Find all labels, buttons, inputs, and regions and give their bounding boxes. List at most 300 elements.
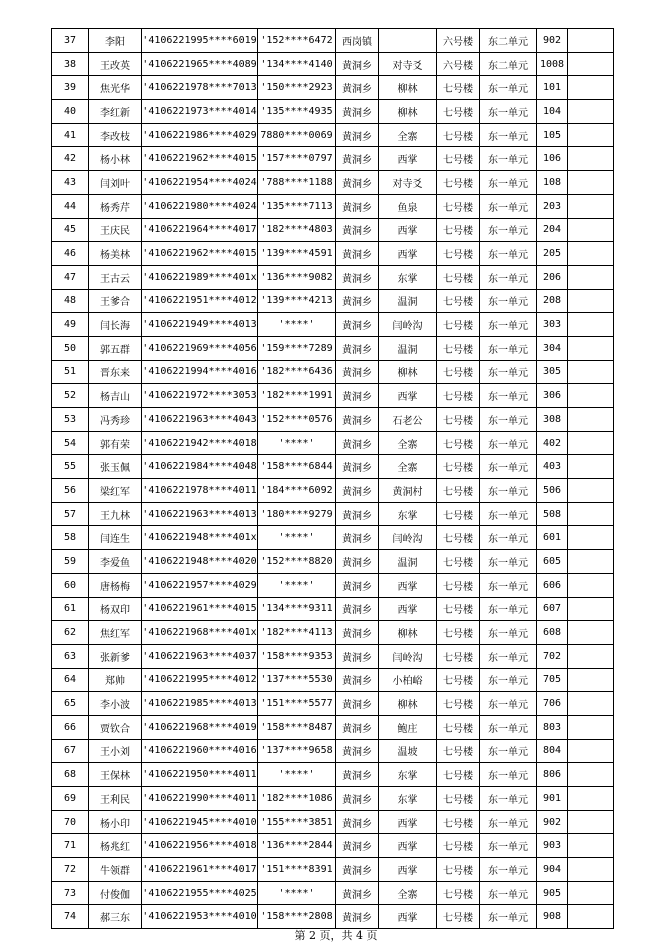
township-cell: 黄洞乡 xyxy=(336,171,379,195)
room-number-cell: 304 xyxy=(537,336,568,360)
room-number-cell: 902 xyxy=(537,810,568,834)
room-number-cell: 106 xyxy=(537,147,568,171)
resident-name-cell: 杨美林 xyxy=(89,242,142,266)
resident-name-cell: 唐杨梅 xyxy=(89,573,142,597)
id-number-cell: '4106221961****4017 xyxy=(142,858,258,882)
note-cell xyxy=(568,905,614,929)
building-cell: 七号楼 xyxy=(437,526,480,550)
resident-name-cell: 闫刘叶 xyxy=(89,171,142,195)
id-number-cell: '4106221961****4015 xyxy=(142,597,258,621)
township-cell: 黄洞乡 xyxy=(336,147,379,171)
id-number-cell: '4106221973****4014 xyxy=(142,100,258,124)
row-number-cell: 39 xyxy=(52,76,89,100)
resident-name-cell: 王爹合 xyxy=(89,289,142,313)
room-number-cell: 606 xyxy=(537,573,568,597)
village-cell: 西掌 xyxy=(379,810,437,834)
unit-cell: 东一单元 xyxy=(480,408,537,432)
room-number-cell: 702 xyxy=(537,644,568,668)
row-number-cell: 42 xyxy=(52,147,89,171)
note-cell xyxy=(568,787,614,811)
phone-number-cell: '139****4591 xyxy=(258,242,336,266)
id-number-cell: '4106221945****4010 xyxy=(142,810,258,834)
row-number-cell: 62 xyxy=(52,621,89,645)
row-number-cell: 64 xyxy=(52,668,89,692)
village-cell: 石老公 xyxy=(379,408,437,432)
table-row xyxy=(52,905,614,929)
phone-number-cell: '158****2808 xyxy=(258,905,336,929)
building-cell: 六号楼 xyxy=(437,29,480,53)
resident-name-cell: 郭有荣 xyxy=(89,431,142,455)
unit-cell: 东一单元 xyxy=(480,455,537,479)
note-cell xyxy=(568,242,614,266)
township-cell: 黄洞乡 xyxy=(336,242,379,266)
table-row xyxy=(52,123,614,147)
resident-name-cell: 杨吉山 xyxy=(89,384,142,408)
unit-cell: 东一单元 xyxy=(480,715,537,739)
phone-number-cell: '157****0797 xyxy=(258,147,336,171)
row-number-cell: 58 xyxy=(52,526,89,550)
row-number-cell: 70 xyxy=(52,810,89,834)
building-cell: 七号楼 xyxy=(437,218,480,242)
village-cell: 小柏峪 xyxy=(379,668,437,692)
room-number-cell: 208 xyxy=(537,289,568,313)
village-cell: 西掌 xyxy=(379,573,437,597)
note-cell xyxy=(568,858,614,882)
room-number-cell: 601 xyxy=(537,526,568,550)
unit-cell: 东一单元 xyxy=(480,810,537,834)
building-cell: 七号楼 xyxy=(437,265,480,289)
unit-cell: 东一单元 xyxy=(480,123,537,147)
unit-cell: 东一单元 xyxy=(480,431,537,455)
table-row xyxy=(52,384,614,408)
table-row xyxy=(52,194,614,218)
unit-cell: 东一单元 xyxy=(480,858,537,882)
room-number-cell: 905 xyxy=(537,881,568,905)
table-row xyxy=(52,336,614,360)
table-row xyxy=(52,408,614,432)
village-cell: 东掌 xyxy=(379,502,437,526)
village-cell: 闫岭沟 xyxy=(379,313,437,337)
room-number-cell: 104 xyxy=(537,100,568,124)
phone-number-cell: '152****6472 xyxy=(258,29,336,53)
resident-name-cell: 冯秀珍 xyxy=(89,408,142,432)
unit-cell: 东一单元 xyxy=(480,313,537,337)
table-row xyxy=(52,29,614,53)
unit-cell: 东一单元 xyxy=(480,502,537,526)
village-cell: 西掌 xyxy=(379,597,437,621)
unit-cell: 东一单元 xyxy=(480,834,537,858)
village-cell: 柳林 xyxy=(379,621,437,645)
table-row xyxy=(52,431,614,455)
township-cell: 黄洞乡 xyxy=(336,313,379,337)
unit-cell: 东一单元 xyxy=(480,242,537,266)
note-cell xyxy=(568,526,614,550)
unit-cell: 东一单元 xyxy=(480,550,537,574)
row-number-cell: 53 xyxy=(52,408,89,432)
phone-number-cell: '135****7113 xyxy=(258,194,336,218)
phone-number-cell: '150****2923 xyxy=(258,76,336,100)
row-number-cell: 55 xyxy=(52,455,89,479)
row-number-cell: 44 xyxy=(52,194,89,218)
phone-number-cell: '139****4213 xyxy=(258,289,336,313)
note-cell xyxy=(568,289,614,313)
room-number-cell: 403 xyxy=(537,455,568,479)
building-cell: 七号楼 xyxy=(437,171,480,195)
phone-number-cell: '****' xyxy=(258,881,336,905)
unit-cell: 东一单元 xyxy=(480,763,537,787)
township-cell: 黄洞乡 xyxy=(336,194,379,218)
room-number-cell: 303 xyxy=(537,313,568,337)
resident-name-cell: 王九林 xyxy=(89,502,142,526)
resident-name-cell: 杨兆红 xyxy=(89,834,142,858)
unit-cell: 东一单元 xyxy=(480,692,537,716)
resident-name-cell: 梁红军 xyxy=(89,479,142,503)
building-cell: 七号楼 xyxy=(437,313,480,337)
resident-name-cell: 杨小林 xyxy=(89,147,142,171)
phone-number-cell: '151****8391 xyxy=(258,858,336,882)
resident-name-cell: 杨秀芹 xyxy=(89,194,142,218)
table-row xyxy=(52,479,614,503)
township-cell: 黄洞乡 xyxy=(336,336,379,360)
building-cell: 七号楼 xyxy=(437,502,480,526)
township-cell: 黄洞乡 xyxy=(336,76,379,100)
building-cell: 七号楼 xyxy=(437,644,480,668)
row-number-cell: 65 xyxy=(52,692,89,716)
building-cell: 七号楼 xyxy=(437,408,480,432)
resident-name-cell: 杨双印 xyxy=(89,597,142,621)
phone-number-cell: '****' xyxy=(258,526,336,550)
township-cell: 黄洞乡 xyxy=(336,715,379,739)
phone-number-cell: '155****3851 xyxy=(258,810,336,834)
township-cell: 黄洞乡 xyxy=(336,384,379,408)
village-cell: 温洞 xyxy=(379,550,437,574)
phone-number-cell: '158****9353 xyxy=(258,644,336,668)
township-cell: 黄洞乡 xyxy=(336,526,379,550)
village-cell: 东掌 xyxy=(379,763,437,787)
table-row xyxy=(52,881,614,905)
room-number-cell: 903 xyxy=(537,834,568,858)
resident-roster-table xyxy=(51,28,614,929)
room-number-cell: 705 xyxy=(537,668,568,692)
row-number-cell: 66 xyxy=(52,715,89,739)
row-number-cell: 69 xyxy=(52,787,89,811)
table-row xyxy=(52,76,614,100)
building-cell: 七号楼 xyxy=(437,100,480,124)
phone-number-cell: '136****9082 xyxy=(258,265,336,289)
room-number-cell: 108 xyxy=(537,171,568,195)
unit-cell: 东一单元 xyxy=(480,479,537,503)
village-cell: 全寨 xyxy=(379,881,437,905)
table-row xyxy=(52,597,614,621)
id-number-cell: '4106221985****4013 xyxy=(142,692,258,716)
building-cell: 七号楼 xyxy=(437,147,480,171)
note-cell xyxy=(568,218,614,242)
phone-number-cell: '182****1991 xyxy=(258,384,336,408)
unit-cell: 东一单元 xyxy=(480,597,537,621)
note-cell xyxy=(568,360,614,384)
unit-cell: 东一单元 xyxy=(480,100,537,124)
row-number-cell: 74 xyxy=(52,905,89,929)
resident-name-cell: 晋东来 xyxy=(89,360,142,384)
unit-cell: 东一单元 xyxy=(480,171,537,195)
village-cell: 闫岭沟 xyxy=(379,526,437,550)
township-cell: 黄洞乡 xyxy=(336,834,379,858)
table-row xyxy=(52,265,614,289)
village-cell: 温洞 xyxy=(379,289,437,313)
row-number-cell: 41 xyxy=(52,123,89,147)
table-row xyxy=(52,858,614,882)
township-cell: 黄洞乡 xyxy=(336,881,379,905)
unit-cell: 东二单元 xyxy=(480,29,537,53)
table-row xyxy=(52,644,614,668)
id-number-cell: '4106221972****3053 xyxy=(142,384,258,408)
resident-name-cell: 杨小印 xyxy=(89,810,142,834)
id-number-cell: '4106221963****4043 xyxy=(142,408,258,432)
township-cell: 黄洞乡 xyxy=(336,100,379,124)
phone-number-cell: '158****8487 xyxy=(258,715,336,739)
township-cell: 黄洞乡 xyxy=(336,573,379,597)
resident-name-cell: 李红新 xyxy=(89,100,142,124)
table-row xyxy=(52,715,614,739)
phone-number-cell: '152****0576 xyxy=(258,408,336,432)
table-row xyxy=(52,526,614,550)
resident-name-cell: 郑帅 xyxy=(89,668,142,692)
room-number-cell: 205 xyxy=(537,242,568,266)
id-number-cell: '4106221964****4017 xyxy=(142,218,258,242)
unit-cell: 东一单元 xyxy=(480,384,537,408)
id-number-cell: '4106221980****4024 xyxy=(142,194,258,218)
unit-cell: 东一单元 xyxy=(480,573,537,597)
building-cell: 七号楼 xyxy=(437,597,480,621)
table-row xyxy=(52,218,614,242)
phone-number-cell: '134****4140 xyxy=(258,52,336,76)
note-cell xyxy=(568,336,614,360)
building-cell: 七号楼 xyxy=(437,550,480,574)
note-cell xyxy=(568,881,614,905)
township-cell: 黄洞乡 xyxy=(336,763,379,787)
village-cell: 西掌 xyxy=(379,218,437,242)
resident-name-cell: 王小刘 xyxy=(89,739,142,763)
table-row xyxy=(52,289,614,313)
township-cell: 黄洞乡 xyxy=(336,502,379,526)
note-cell xyxy=(568,408,614,432)
table-body xyxy=(52,29,614,929)
row-number-cell: 59 xyxy=(52,550,89,574)
phone-number-cell: '182****6436 xyxy=(258,360,336,384)
unit-cell: 东一单元 xyxy=(480,76,537,100)
row-number-cell: 72 xyxy=(52,858,89,882)
phone-number-cell: '180****9279 xyxy=(258,502,336,526)
room-number-cell: 308 xyxy=(537,408,568,432)
note-cell xyxy=(568,123,614,147)
village-cell: 闫岭沟 xyxy=(379,644,437,668)
row-number-cell: 47 xyxy=(52,265,89,289)
note-cell xyxy=(568,668,614,692)
unit-cell: 东一单元 xyxy=(480,526,537,550)
phone-number-cell: '158****6844 xyxy=(258,455,336,479)
building-cell: 七号楼 xyxy=(437,455,480,479)
village-cell: 柳林 xyxy=(379,692,437,716)
township-cell: 黄洞乡 xyxy=(336,52,379,76)
township-cell: 黄洞乡 xyxy=(336,408,379,432)
room-number-cell: 1008 xyxy=(537,52,568,76)
room-number-cell: 902 xyxy=(537,29,568,53)
resident-name-cell: 李小波 xyxy=(89,692,142,716)
id-number-cell: '4106221955****4025 xyxy=(142,881,258,905)
phone-number-cell: '182****1086 xyxy=(258,787,336,811)
row-number-cell: 45 xyxy=(52,218,89,242)
village-cell: 黄洞村 xyxy=(379,479,437,503)
resident-name-cell: 焦红军 xyxy=(89,621,142,645)
row-number-cell: 54 xyxy=(52,431,89,455)
table-row xyxy=(52,692,614,716)
building-cell: 七号楼 xyxy=(437,692,480,716)
phone-number-cell: '182****4803 xyxy=(258,218,336,242)
room-number-cell: 206 xyxy=(537,265,568,289)
room-number-cell: 908 xyxy=(537,905,568,929)
row-number-cell: 67 xyxy=(52,739,89,763)
row-number-cell: 37 xyxy=(52,29,89,53)
row-number-cell: 49 xyxy=(52,313,89,337)
phone-number-cell: '134****9311 xyxy=(258,597,336,621)
township-cell: 黄洞乡 xyxy=(336,739,379,763)
township-cell: 黄洞乡 xyxy=(336,597,379,621)
table-row xyxy=(52,171,614,195)
note-cell xyxy=(568,265,614,289)
note-cell xyxy=(568,810,614,834)
township-cell: 黄洞乡 xyxy=(336,431,379,455)
village-cell: 柳林 xyxy=(379,360,437,384)
table-row xyxy=(52,668,614,692)
unit-cell: 东一单元 xyxy=(480,881,537,905)
room-number-cell: 706 xyxy=(537,692,568,716)
unit-cell: 东一单元 xyxy=(480,905,537,929)
note-cell xyxy=(568,763,614,787)
page-footer: 第 2 页，共 4 页 xyxy=(294,929,378,942)
id-number-cell: '4106221995****6019 xyxy=(142,29,258,53)
village-cell: 鲍庄 xyxy=(379,715,437,739)
id-number-cell: '4106221951****4012 xyxy=(142,289,258,313)
building-cell: 七号楼 xyxy=(437,479,480,503)
id-number-cell: '4106221949****4013 xyxy=(142,313,258,337)
row-number-cell: 52 xyxy=(52,384,89,408)
id-number-cell: '4106221978****7013 xyxy=(142,76,258,100)
phone-number-cell: '136****2844 xyxy=(258,834,336,858)
row-number-cell: 68 xyxy=(52,763,89,787)
id-number-cell: '4106221990****4011 xyxy=(142,787,258,811)
resident-name-cell: 王古云 xyxy=(89,265,142,289)
village-cell: 西掌 xyxy=(379,147,437,171)
room-number-cell: 607 xyxy=(537,597,568,621)
room-number-cell: 608 xyxy=(537,621,568,645)
room-number-cell: 506 xyxy=(537,479,568,503)
table-row xyxy=(52,502,614,526)
note-cell xyxy=(568,834,614,858)
township-cell: 黄洞乡 xyxy=(336,644,379,668)
phone-number-cell: '****' xyxy=(258,431,336,455)
resident-name-cell: 李改枝 xyxy=(89,123,142,147)
building-cell: 七号楼 xyxy=(437,123,480,147)
note-cell xyxy=(568,171,614,195)
id-number-cell: '4106221960****4016 xyxy=(142,739,258,763)
township-cell: 黄洞乡 xyxy=(336,905,379,929)
table-row xyxy=(52,621,614,645)
resident-name-cell: 牛领群 xyxy=(89,858,142,882)
table-row xyxy=(52,455,614,479)
township-cell: 黄洞乡 xyxy=(336,550,379,574)
room-number-cell: 904 xyxy=(537,858,568,882)
room-number-cell: 804 xyxy=(537,739,568,763)
resident-name-cell: 张新爹 xyxy=(89,644,142,668)
building-cell: 七号楼 xyxy=(437,739,480,763)
id-number-cell: '4106221969****4056 xyxy=(142,336,258,360)
id-number-cell: '4106221962****4015 xyxy=(142,242,258,266)
township-cell: 黄洞乡 xyxy=(336,265,379,289)
note-cell xyxy=(568,550,614,574)
room-number-cell: 305 xyxy=(537,360,568,384)
row-number-cell: 61 xyxy=(52,597,89,621)
unit-cell: 东一单元 xyxy=(480,644,537,668)
note-cell xyxy=(568,100,614,124)
phone-number-cell: '788****1188 xyxy=(258,171,336,195)
table-row xyxy=(52,573,614,597)
room-number-cell: 306 xyxy=(537,384,568,408)
phone-number-cell: '182****4113 xyxy=(258,621,336,645)
phone-number-cell: '137****9658 xyxy=(258,739,336,763)
village-cell xyxy=(379,29,437,53)
id-number-cell: '4106221948****401x xyxy=(142,526,258,550)
note-cell xyxy=(568,147,614,171)
id-number-cell: '4106221948****4020 xyxy=(142,550,258,574)
room-number-cell: 203 xyxy=(537,194,568,218)
township-cell: 黄洞乡 xyxy=(336,123,379,147)
village-cell: 西掌 xyxy=(379,905,437,929)
room-number-cell: 508 xyxy=(537,502,568,526)
resident-name-cell: 闫长海 xyxy=(89,313,142,337)
row-number-cell: 40 xyxy=(52,100,89,124)
note-cell xyxy=(568,621,614,645)
village-cell: 西掌 xyxy=(379,834,437,858)
resident-name-cell: 郭五群 xyxy=(89,336,142,360)
table-row xyxy=(52,763,614,787)
township-cell: 黄洞乡 xyxy=(336,787,379,811)
village-cell: 全寨 xyxy=(379,455,437,479)
unit-cell: 东一单元 xyxy=(480,621,537,645)
note-cell xyxy=(568,739,614,763)
note-cell xyxy=(568,692,614,716)
resident-name-cell: 王改英 xyxy=(89,52,142,76)
phone-number-cell: '159****7289 xyxy=(258,336,336,360)
building-cell: 七号楼 xyxy=(437,336,480,360)
building-cell: 七号楼 xyxy=(437,621,480,645)
id-number-cell: '4106221942****4018 xyxy=(142,431,258,455)
table-row xyxy=(52,52,614,76)
township-cell: 黄洞乡 xyxy=(336,668,379,692)
phone-number-cell: 7880****0069 xyxy=(258,123,336,147)
resident-name-cell: 付俊伽 xyxy=(89,881,142,905)
village-cell: 西掌 xyxy=(379,858,437,882)
phone-number-cell: '151****5577 xyxy=(258,692,336,716)
unit-cell: 东二单元 xyxy=(480,52,537,76)
phone-number-cell: '****' xyxy=(258,763,336,787)
row-number-cell: 46 xyxy=(52,242,89,266)
building-cell: 七号楼 xyxy=(437,573,480,597)
table-row xyxy=(52,100,614,124)
note-cell xyxy=(568,597,614,621)
id-number-cell: '4106221994****4016 xyxy=(142,360,258,384)
id-number-cell: '4106221978****4011 xyxy=(142,479,258,503)
id-number-cell: '4106221995****4012 xyxy=(142,668,258,692)
